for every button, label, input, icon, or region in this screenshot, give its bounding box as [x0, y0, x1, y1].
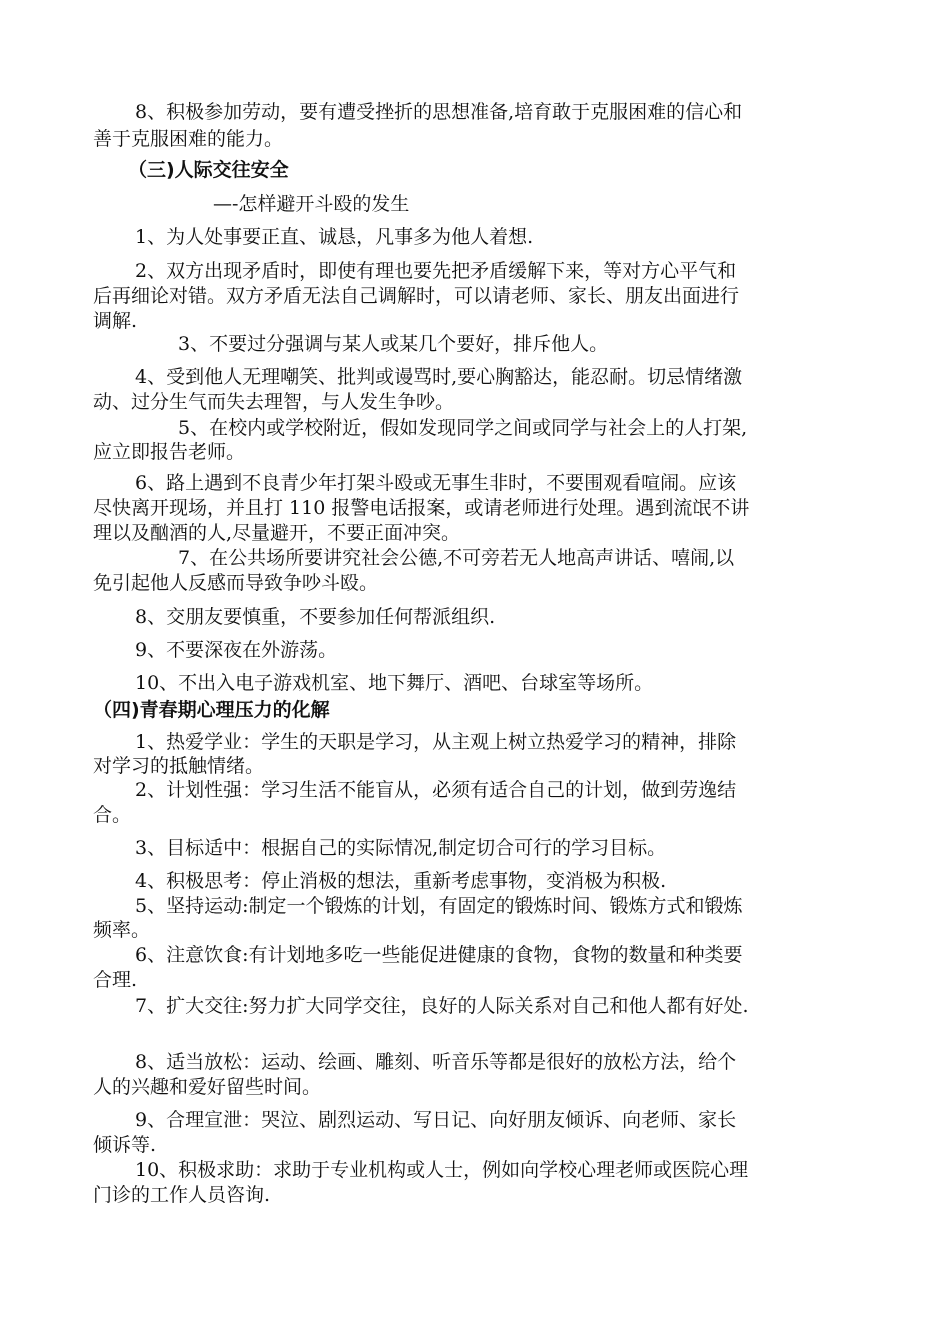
list-item-continuation: 动、过分生气而失去理智，与人发生争吵。 — [93, 391, 455, 413]
list-item: 1、为人处事要正直、诚恳，凡事多为他人着想. — [135, 226, 534, 248]
list-item-continuation: 调解. — [93, 310, 138, 332]
list-item: 2、计划性强：学习生活不能盲从，必须有适合自己的计划，做到劳逸结 — [135, 779, 737, 801]
list-item: 4、积极思考：停止消极的想法，重新考虑事物，变消极为积极. — [135, 870, 667, 892]
paragraph-line: 善于克服困难的能力。 — [93, 128, 284, 150]
paragraph-line: 8、积极参加劳动，要有遭受挫折的思想准备,培育敢于克服困难的信心和 — [135, 101, 743, 123]
list-item: 3、目标适中：根据自己的实际情况,制定切合可行的学习目标。 — [135, 837, 667, 859]
list-item: 1、热爱学业：学生的天职是学习，从主观上树立热爱学习的精神，排除 — [135, 731, 737, 753]
section-heading: （三)人际交往安全 — [128, 159, 289, 181]
list-item: 8、适当放松：运动、绘画、雕刻、听音乐等都是很好的放松方法，给个 — [135, 1051, 737, 1073]
section-heading: （四)青春期心理压力的化解 — [93, 699, 330, 721]
list-item: 5、坚持运动:制定一个锻炼的计划，有固定的锻炼时间、锻炼方式和锻炼 — [135, 895, 743, 917]
list-item-continuation: 合理. — [93, 969, 138, 991]
list-item-continuation: 理以及酗酒的人,尽量避开，不要正面冲突。 — [93, 522, 461, 544]
list-item: 10、不出入电子游戏机室、地下舞厅、酒吧、台球室等场所。 — [135, 672, 654, 694]
list-item: 2、双方出现矛盾时，即使有理也要先把矛盾缓解下来，等对方心平气和 — [135, 260, 737, 282]
list-item: 5、在校内或学校附近，假如发现同学之间或同学与社会上的人打架, — [178, 417, 748, 439]
list-item-continuation: 对学习的抵触情绪。 — [93, 755, 265, 777]
list-item: 3、不要过分强调与某人或某几个要好，排斥他人。 — [178, 333, 609, 355]
list-item-continuation: 合。 — [93, 804, 132, 826]
list-item: 9、合理宣泄：哭泣、剧烈运动、写日记、向好朋友倾诉、向老师、家长 — [135, 1109, 737, 1131]
list-item-continuation: 应立即报告老师。 — [93, 441, 246, 463]
list-item: 9、不要深夜在外游荡。 — [135, 639, 338, 661]
list-item: 8、交朋友要慎重，不要参加任何帮派组织. — [135, 606, 496, 628]
section-subtitle: —-怎样避开斗殴的发生 — [213, 193, 410, 215]
list-item-continuation: 免引起他人反感而导致争吵斗殴。 — [93, 572, 379, 594]
list-item: 6、路上遇到不良青少年打架斗殴或无事生非时，不要围观看喧闹。应该 — [135, 472, 737, 494]
list-item-continuation: 人的兴趣和爱好留些时间。 — [93, 1076, 322, 1098]
list-item: 10、积极求助：求助于专业机构或人士，例如向学校心理老师或医院心理 — [135, 1159, 749, 1181]
list-item-continuation: 频率。 — [93, 919, 151, 941]
list-item: 4、受到他人无理嘲笑、批判或谩骂时,要心胸豁达，能忍耐。切忌情绪激 — [135, 366, 743, 388]
list-item: 7、在公共场所要讲究社会公德,不可旁若无人地高声讲话、嘻闹,以 — [178, 547, 735, 569]
list-item-continuation: 倾诉等. — [93, 1134, 157, 1156]
list-item: 7、扩大交往:努力扩大同学交往，良好的人际关系对自己和他人都有好处. — [135, 995, 749, 1017]
list-item-continuation: 后再细论对错。双方矛盾无法自己调解时，可以请老师、家长、朋友出面进行 — [93, 285, 740, 307]
list-item-continuation: 尽快离开现场，并且打 110 报警电话报案，或请老师进行处理。遇到流氓不讲 — [93, 497, 750, 519]
list-item-continuation: 门诊的工作人员咨询. — [93, 1184, 271, 1206]
list-item: 6、注意饮食:有计划地多吃一些能促进健康的食物，食物的数量和种类要 — [135, 944, 743, 966]
